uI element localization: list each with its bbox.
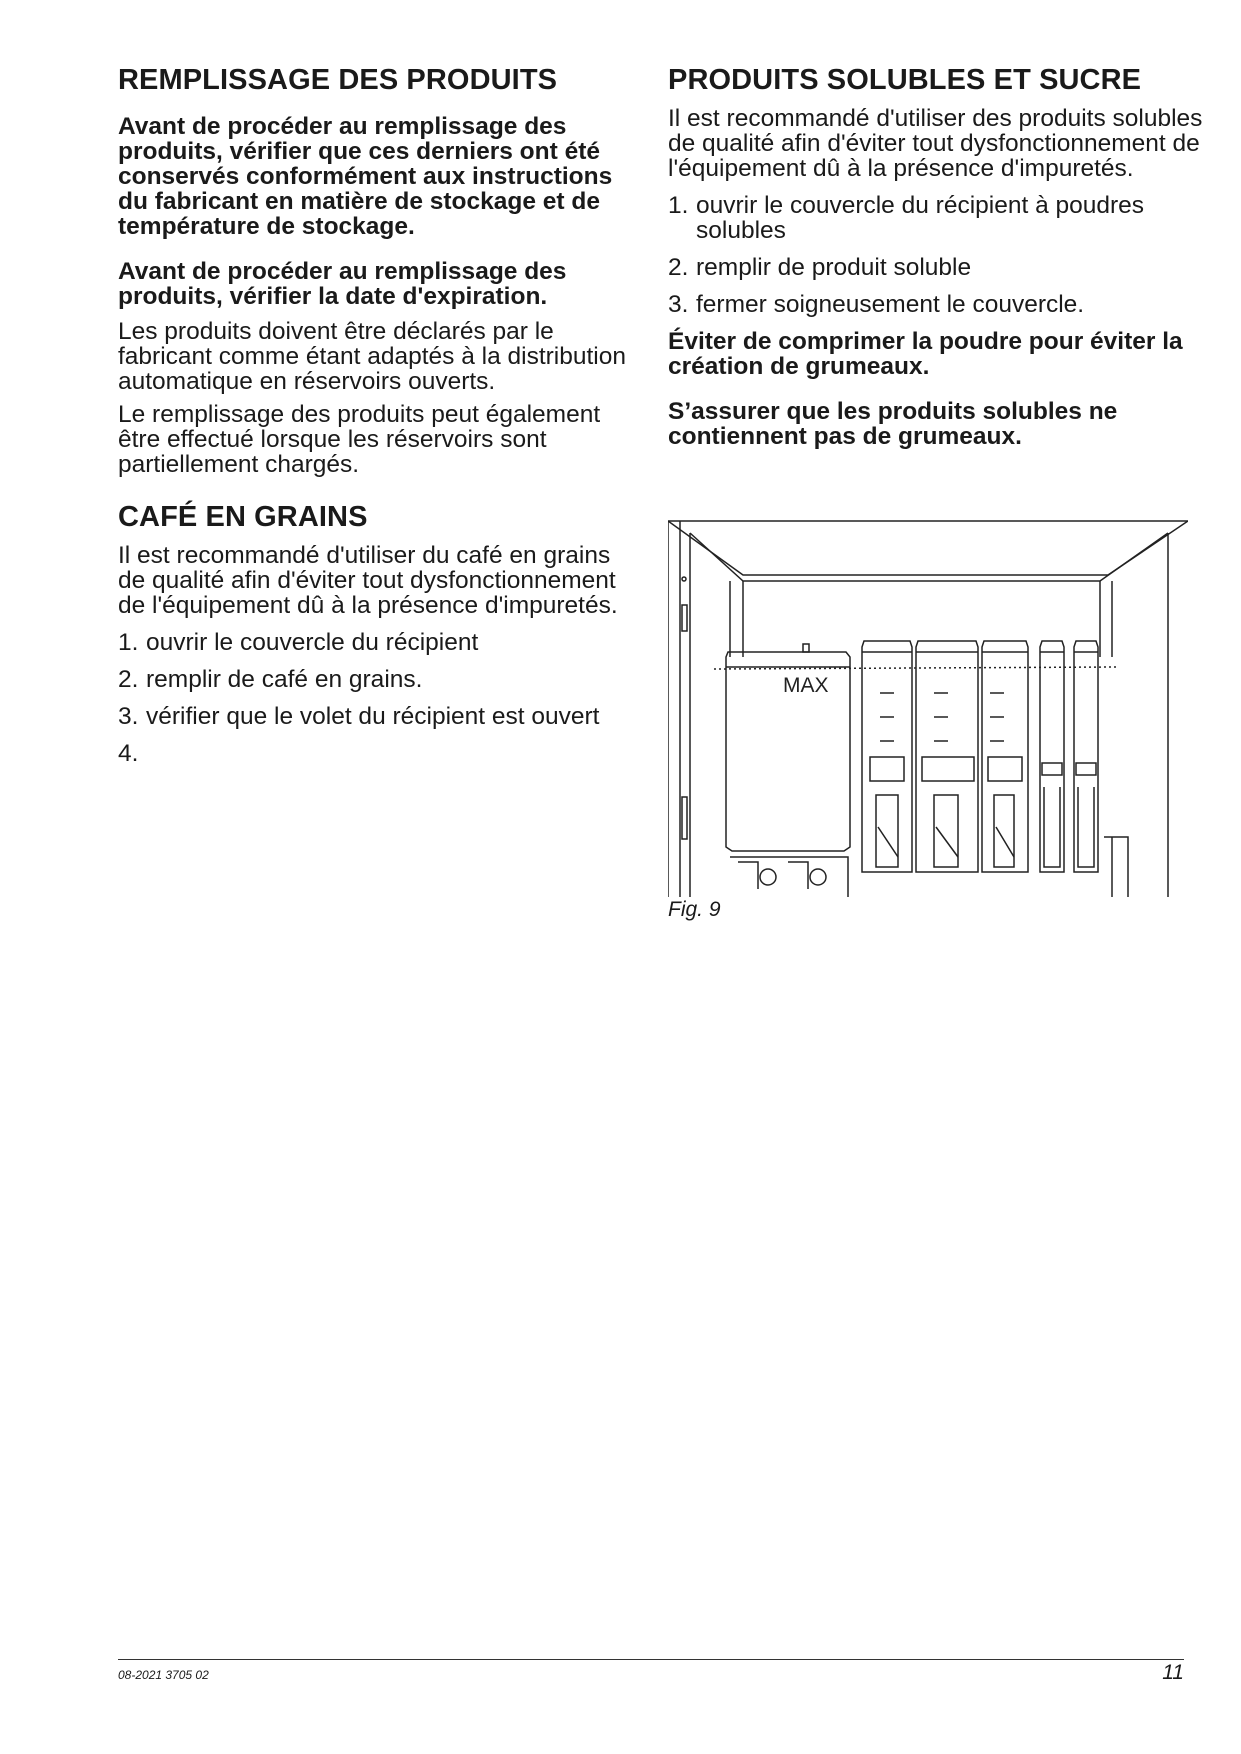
warning-compress: Éviter de comprimer la poudre pour éviter la création de grumeaux. xyxy=(668,328,1183,380)
paragraph-partial-fill: Le remplissage des produits peut également être effectué lorsque les réservoirs sont partiellement chargés. xyxy=(118,401,601,478)
soluble-canister-3 xyxy=(982,641,1028,872)
step-number: 1. xyxy=(668,192,689,219)
step-text: remplir de café en grains. xyxy=(146,666,423,693)
list-item xyxy=(118,667,638,692)
cafe-steps-list xyxy=(118,630,638,766)
step-number: 3. xyxy=(668,291,689,318)
step-number: 2. xyxy=(668,254,689,281)
list-item xyxy=(118,630,638,655)
soluble-canister-1 xyxy=(862,641,912,872)
page-number: 11 xyxy=(1162,1661,1184,1684)
paragraph-cafe-intro: Il est recommandé d'utiliser du café en grains de qualité afin d'éviter tout dysfonctionnement de l'équipement dû à la présence d'impuretés. xyxy=(118,542,618,619)
document-code: 08-2021 3705 02 xyxy=(118,1668,209,1682)
warning-lumps: S’assurer que les produits solubles ne contiennent pas de grumeaux. xyxy=(668,398,1118,450)
solubles-steps-list xyxy=(668,193,1208,317)
step-text: fermer soigneusement le couvercle. xyxy=(696,291,1085,318)
step-text: ouvrir le couvercle du récipient xyxy=(146,629,479,656)
canister-drawing xyxy=(668,517,1188,897)
figure-canister-illustration xyxy=(668,517,1188,897)
list-item xyxy=(118,704,638,729)
section-title-cafe: CAFÉ EN GRAINS xyxy=(118,501,368,533)
paragraph-products-declared: Les produits doivent être déclarés par le fabricant comme étant adaptés à la distribution automatique en réservoirs ouverts. xyxy=(118,318,626,395)
step-number: 2. xyxy=(118,666,139,693)
list-item xyxy=(668,292,1208,317)
step-text: vérifier que le volet du récipient est ouvert xyxy=(146,703,600,730)
warning-storage: Avant de procéder au remplissage des produits, vérifier que ces derniers ont été conservés conformément aux instructions du fabricant en matière de stockage et de température de stockage. xyxy=(118,113,613,240)
list-item xyxy=(668,255,1208,280)
step-text: ouvrir le couvercle du récipient à poudres solubles xyxy=(696,192,1145,244)
warning-expiration: Avant de procéder au remplissage des produits, vérifier la date d'expiration. xyxy=(118,258,567,310)
soluble-canister-4 xyxy=(1040,641,1064,872)
section-title-remplissage: REMPLISSAGE DES PRODUITS xyxy=(118,64,558,96)
soluble-canister-2 xyxy=(916,641,978,872)
list-item xyxy=(668,193,1208,243)
soluble-canister-5 xyxy=(1074,641,1098,872)
section-title-solubles: PRODUITS SOLUBLES ET SUCRE xyxy=(668,64,1142,96)
max-label: MAX xyxy=(783,674,829,697)
right-column xyxy=(668,62,1208,469)
footer-divider xyxy=(118,1659,1184,1660)
step-text: remplir de produit soluble xyxy=(696,254,972,281)
step-number: 3. xyxy=(118,703,139,730)
spacer xyxy=(118,485,638,499)
left-column xyxy=(118,62,638,778)
figure-caption: Fig. 9 xyxy=(668,898,721,921)
step-number: 1. xyxy=(118,629,139,656)
paragraph-solubles-intro: Il est recommandé d'utiliser des produits solubles de qualité afin d'éviter tout dysfonctionnement de l'équipement dû à la présence d'impuretés. xyxy=(668,105,1203,182)
step-number: 4. xyxy=(118,740,139,767)
list-item xyxy=(118,741,638,766)
